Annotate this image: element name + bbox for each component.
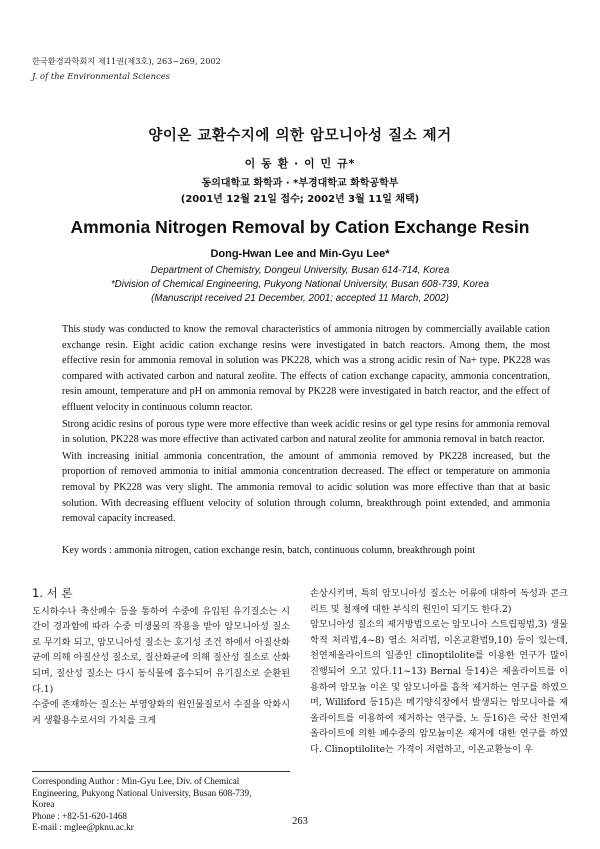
korean-authors: 이 동 환 · 이 민 규* — [244, 157, 356, 170]
abstract-paragraph: With increasing initial ammonia concentration, the amount of ammonia removed by PK228 increased, but the proportion of removed ammonia to initial ammonia concentration decreased. The effect or temperature on ammonia removal by PK228 was very slight. The ammonia removal to acidic solution was more effective than that at basic solution. With decreasing effluent velocity of solution through column, breakthrough point extended, and ammonia removal capacity increased. — [62, 450, 550, 525]
english-title: Ammonia Nitrogen Removal by Cation Exchange Resin — [70, 217, 530, 237]
body-paragraph: 도시하수나 축산폐수 등을 통하여 수중에 유입된 유기질소는 시간이 경과함에 따라 수중 미생물의 작용을 받아 암모니아성 질소로 무기화 되고, 암모니아성 질소는 호기성 조건 하에서 아질산화균에 의해 아질산성 질소로, 질산화균에 의해 질산성 질소로 산화되며, 질산성 질소는 다시 동식물에 흡수되어 유기질소로 순환된다.1) — [32, 605, 290, 695]
section-heading: 1. 서 론 — [32, 586, 73, 600]
abstract — [62, 322, 550, 527]
journal-citation-korean: 한국환경과학회지 제11권(제3호), 263~269, 2002 — [32, 56, 221, 66]
correspondence-email: E-mail : mglee@pknu.ac.kr — [32, 822, 134, 833]
english-affiliation-2: *Division of Chemical Engineering, Pukyong National University, Busan 608-739, Korea — [110, 279, 490, 290]
correspondence-line: Korea — [32, 799, 55, 810]
body-paragraph: 수중에 존재하는 질소는 부영양화의 원인물질로서 수질을 악화시켜 생활용수로서의 가치를 크게 — [32, 699, 290, 726]
body-paragraph: 암모니아성 질소의 제거방법으로는 암모니아 스트립핑법,3) 생물학적 처리법,4~8) 염소 처리법, 이온교환법9,10) 등이 있는데, 천연제올라이트의 일종인 clinoptilolite를 이용한 연구가 많이 진행되어 오고 있다.11~13) Bernal 등14)은 제올라이트를 이용하여 암모늄 이온 및 암모니아를 흡착 제거하는 연구를 하였으며, Williford 등15)은 메기양식장에서 발생되는 암모니아를 제올라이트를 이용하여 제거하는 연구를, 노 등16)은 국산 천연제올라이트에 의한 폐수중의 암모늄이온 제거에 대한 연구를 하였다. Clinoptilolite는 가격이 저렴하고, 이온교환능이 우 — [310, 619, 568, 755]
korean-dates: (2001년 12월 21일 접수; 2002년 3월 11일 채택) — [180, 194, 420, 205]
english-authors: Dong-Hwan Lee and Min-Gyu Lee* — [210, 248, 390, 260]
page-number: 263 — [292, 816, 308, 827]
correspondence-line: Engineering, Pukyong National University, Busan 608-739, — [32, 787, 252, 798]
correspondence-line: Corresponding Author : Min-Gyu Lee, Div. of Chemical — [32, 776, 240, 786]
journal-name-english: J. of the Environmental Sciences — [32, 71, 170, 81]
body-paragraph: 손상시키며, 특히 암모니아성 질소는 어류에 대하여 독성과 콘크리트 및 철재에 대한 부식의 원인이 되기도 한다.2) — [310, 588, 568, 615]
keywords: Key words : ammonia nitrogen, cation exchange resin, batch, continuous column, breakthrough point — [62, 545, 476, 556]
abstract-paragraph: Strong acidic resins of porous type were more effective than week acidic resins or gel type resins for ammonia removal in solution. PK228 was more effective than activated carbon and natural zeolite for ammonia removal in batch reactor. — [62, 418, 550, 446]
english-affiliation-1: Department of Chemistry, Dongeui University, Busan 614-714, Korea — [150, 265, 450, 276]
english-received-dates: (Manuscript received 21 December, 2001; accepted 11 March, 2002) — [151, 293, 449, 304]
abstract-paragraph: This study was conducted to know the removal characteristics of ammonia nitrogen by commercially available cation exchange resin. Eight acidic cation exchange resins were investigated in batch reactors. Among them, the most effective resin for ammonia removal in solution was PK228, which was a strong acidic resin of Na+ type. PK228 was compared with activated carbon and natural zeolite. The effects of cation exchange capacity, ammonia concentration, resin amount, temperature and pH on ammonia removal by PK228 were investigated in batch reactor, and the effect of effluent velocity in continuous column reactor. — [62, 324, 550, 413]
correspondence-phone: Phone : +82-51-620-1468 — [32, 810, 128, 821]
korean-title: 양이온 교환수지에 의한 암모니아성 질소 제거 — [148, 128, 452, 144]
left-column — [32, 586, 290, 728]
korean-affiliation: 동의대학교 화학과 · *부경대학교 화학공학부 — [201, 178, 399, 189]
right-column — [310, 586, 568, 758]
